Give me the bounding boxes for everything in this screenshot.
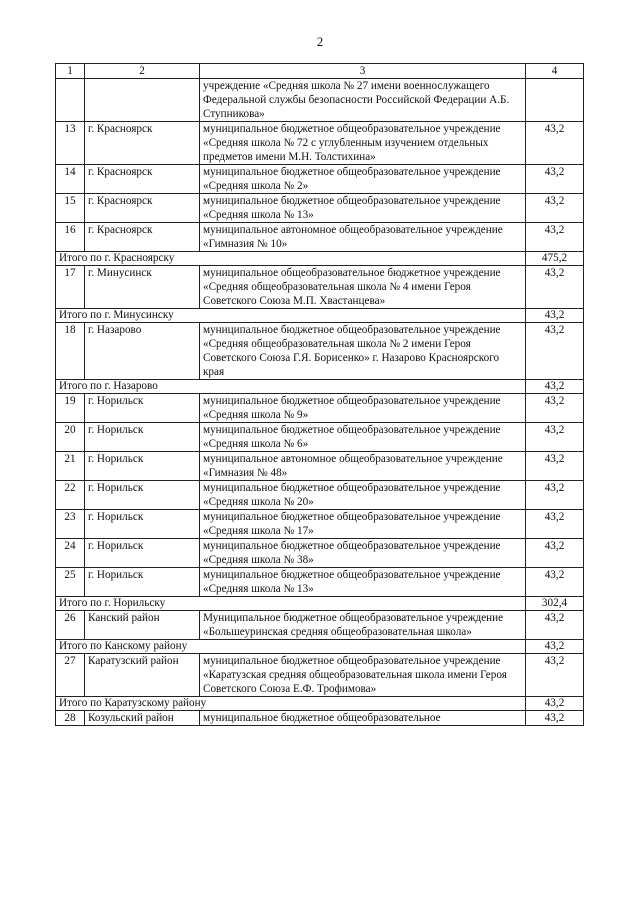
schools-table xyxy=(55,63,584,726)
column-header: 1 xyxy=(56,64,85,79)
institution-name: муниципальное автономное общеобразовательное учреждение «Гимназия № 10» xyxy=(200,223,526,252)
table-row xyxy=(56,481,584,510)
institution-name: муниципальное бюджетное общеобразовательное учреждение «Средняя общеобразовательная школа № 2 имени Героя Советского Союза Г.Я. Борисенко» г. Назарово Красноярского края xyxy=(200,323,526,380)
page-number: 2 xyxy=(316,34,324,49)
amount-cell: 43,2 xyxy=(526,711,584,726)
institution-name: учреждение «Средняя школа № 27 имени военнослужащего Федеральной службы безопасности Российской Федерации А.Б. Ступникова» xyxy=(200,79,526,122)
row-number: 20 xyxy=(56,423,85,452)
amount-cell: 43,2 xyxy=(526,223,584,252)
row-number: 24 xyxy=(56,539,85,568)
subtotal-row xyxy=(56,640,584,654)
institution-name: муниципальное бюджетное общеобразовательное учреждение «Средняя школа № 17» xyxy=(200,510,526,539)
row-number: 16 xyxy=(56,223,85,252)
institution-name: муниципальное бюджетное общеобразовательное учреждение «Средняя школа № 6» xyxy=(200,423,526,452)
subtotal-row xyxy=(56,380,584,394)
table-row xyxy=(56,165,584,194)
table-row xyxy=(56,79,584,122)
row-number: 15 xyxy=(56,194,85,223)
table-row xyxy=(56,223,584,252)
amount-cell: 43,2 xyxy=(526,654,584,697)
header-row xyxy=(56,64,584,79)
institution-name: муниципальное общеобразовательное бюджетное учреждение «Средняя общеобразовательная школа № 4 имени Героя Советского Союза М.П. Хвастанцева» xyxy=(200,266,526,309)
amount-cell xyxy=(526,79,584,122)
amount-cell: 43,2 xyxy=(526,481,584,510)
row-number: 27 xyxy=(56,654,85,697)
subtotal-label: Итого по Каратузскому району xyxy=(56,697,526,711)
municipality-cell: г. Норильск xyxy=(85,452,200,481)
row-number: 14 xyxy=(56,165,85,194)
institution-name: муниципальное бюджетное общеобразовательное учреждение «Средняя школа № 72 с углубленным изучением отдельных предметов имени М.Н. Толстихина» xyxy=(200,122,526,165)
municipality-cell: Козульский район xyxy=(85,711,200,726)
institution-name: муниципальное бюджетное общеобразовательное учреждение «Средняя школа № 38» xyxy=(200,539,526,568)
institution-name: муниципальное бюджетное общеобразовательное учреждение «Средняя школа № 2» xyxy=(200,165,526,194)
municipality-cell: г. Красноярск xyxy=(85,165,200,194)
subtotal-row xyxy=(56,309,584,323)
table-row xyxy=(56,568,584,597)
institution-name: муниципальное бюджетное общеобразовательное учреждение «Каратузская средняя общеобразовательная школа имени Героя Советского Союза Е.Ф. Трофимова» xyxy=(200,654,526,697)
table-row xyxy=(56,654,584,697)
amount-cell: 43,2 xyxy=(526,611,584,640)
table-row xyxy=(56,122,584,165)
table-row xyxy=(56,711,584,726)
table-body xyxy=(56,79,584,726)
municipality-cell: г. Красноярск xyxy=(85,223,200,252)
subtotal-label: Итого по г. Минусинску xyxy=(56,309,526,323)
amount-cell: 43,2 xyxy=(526,394,584,423)
table-row xyxy=(56,323,584,380)
row-number: 13 xyxy=(56,122,85,165)
subtotal-label: Итого по г. Норильску xyxy=(56,597,526,611)
subtotal-value: 43,2 xyxy=(526,697,584,711)
subtotal-value: 302,4 xyxy=(526,597,584,611)
amount-cell: 43,2 xyxy=(526,323,584,380)
institution-name: муниципальное автономное общеобразовательное учреждение «Гимназия № 48» xyxy=(200,452,526,481)
institution-name: муниципальное бюджетное общеобразовательное учреждение «Средняя школа № 9» xyxy=(200,394,526,423)
municipality-cell: г. Красноярск xyxy=(85,194,200,223)
municipality-cell: г. Норильск xyxy=(85,510,200,539)
amount-cell: 43,2 xyxy=(526,452,584,481)
row-number: 19 xyxy=(56,394,85,423)
subtotal-value: 43,2 xyxy=(526,380,584,394)
municipality-cell: г. Норильск xyxy=(85,539,200,568)
subtotal-value: 43,2 xyxy=(526,309,584,323)
row-number: 18 xyxy=(56,323,85,380)
subtotal-row xyxy=(56,597,584,611)
municipality-cell: г. Норильск xyxy=(85,568,200,597)
municipality-cell: г. Минусинск xyxy=(85,266,200,309)
column-header: 4 xyxy=(526,64,584,79)
amount-cell: 43,2 xyxy=(526,510,584,539)
subtotal-row xyxy=(56,697,584,711)
amount-cell: 43,2 xyxy=(526,266,584,309)
institution-name: муниципальное бюджетное общеобразовательное учреждение «Средняя школа № 20» xyxy=(200,481,526,510)
municipality-cell: г. Норильск xyxy=(85,394,200,423)
subtotal-label: Итого по г. Красноярску xyxy=(56,252,526,266)
amount-cell: 43,2 xyxy=(526,568,584,597)
subtotal-label: Итого по Канскому району xyxy=(56,640,526,654)
row-number xyxy=(56,79,85,122)
amount-cell: 43,2 xyxy=(526,165,584,194)
subtotal-value: 43,2 xyxy=(526,640,584,654)
row-number: 26 xyxy=(56,611,85,640)
institution-name: муниципальное бюджетное общеобразовательное учреждение «Средняя школа № 13» xyxy=(200,568,526,597)
row-number: 22 xyxy=(56,481,85,510)
amount-cell: 43,2 xyxy=(526,194,584,223)
institution-name: Муниципальное бюджетное общеобразовательное учреждение «Большеуринская средняя общеобразовательная школа» xyxy=(200,611,526,640)
subtotal-value: 475,2 xyxy=(526,252,584,266)
table-row xyxy=(56,611,584,640)
municipality-cell: г. Красноярск xyxy=(85,122,200,165)
table-row xyxy=(56,266,584,309)
municipality-cell: Каратузский район xyxy=(85,654,200,697)
row-number: 23 xyxy=(56,510,85,539)
row-number: 17 xyxy=(56,266,85,309)
table-row xyxy=(56,539,584,568)
table-row xyxy=(56,423,584,452)
amount-cell: 43,2 xyxy=(526,423,584,452)
municipality-cell: г. Назарово xyxy=(85,323,200,380)
subtotal-row xyxy=(56,252,584,266)
institution-name: муниципальное бюджетное общеобразовательное учреждение «Средняя школа № 13» xyxy=(200,194,526,223)
amount-cell: 43,2 xyxy=(526,122,584,165)
municipality-cell: г. Норильск xyxy=(85,423,200,452)
municipality-cell: Канский район xyxy=(85,611,200,640)
municipality-cell: г. Норильск xyxy=(85,481,200,510)
municipality-cell xyxy=(85,79,200,122)
row-number: 21 xyxy=(56,452,85,481)
column-header: 2 xyxy=(85,64,200,79)
row-number: 28 xyxy=(56,711,85,726)
subtotal-label: Итого по г. Назарово xyxy=(56,380,526,394)
institution-name: муниципальное бюджетное общеобразовательное xyxy=(200,711,526,726)
amount-cell: 43,2 xyxy=(526,539,584,568)
table-row xyxy=(56,194,584,223)
table-row xyxy=(56,510,584,539)
row-number: 25 xyxy=(56,568,85,597)
table-row xyxy=(56,452,584,481)
table-row xyxy=(56,394,584,423)
column-header: 3 xyxy=(200,64,526,79)
